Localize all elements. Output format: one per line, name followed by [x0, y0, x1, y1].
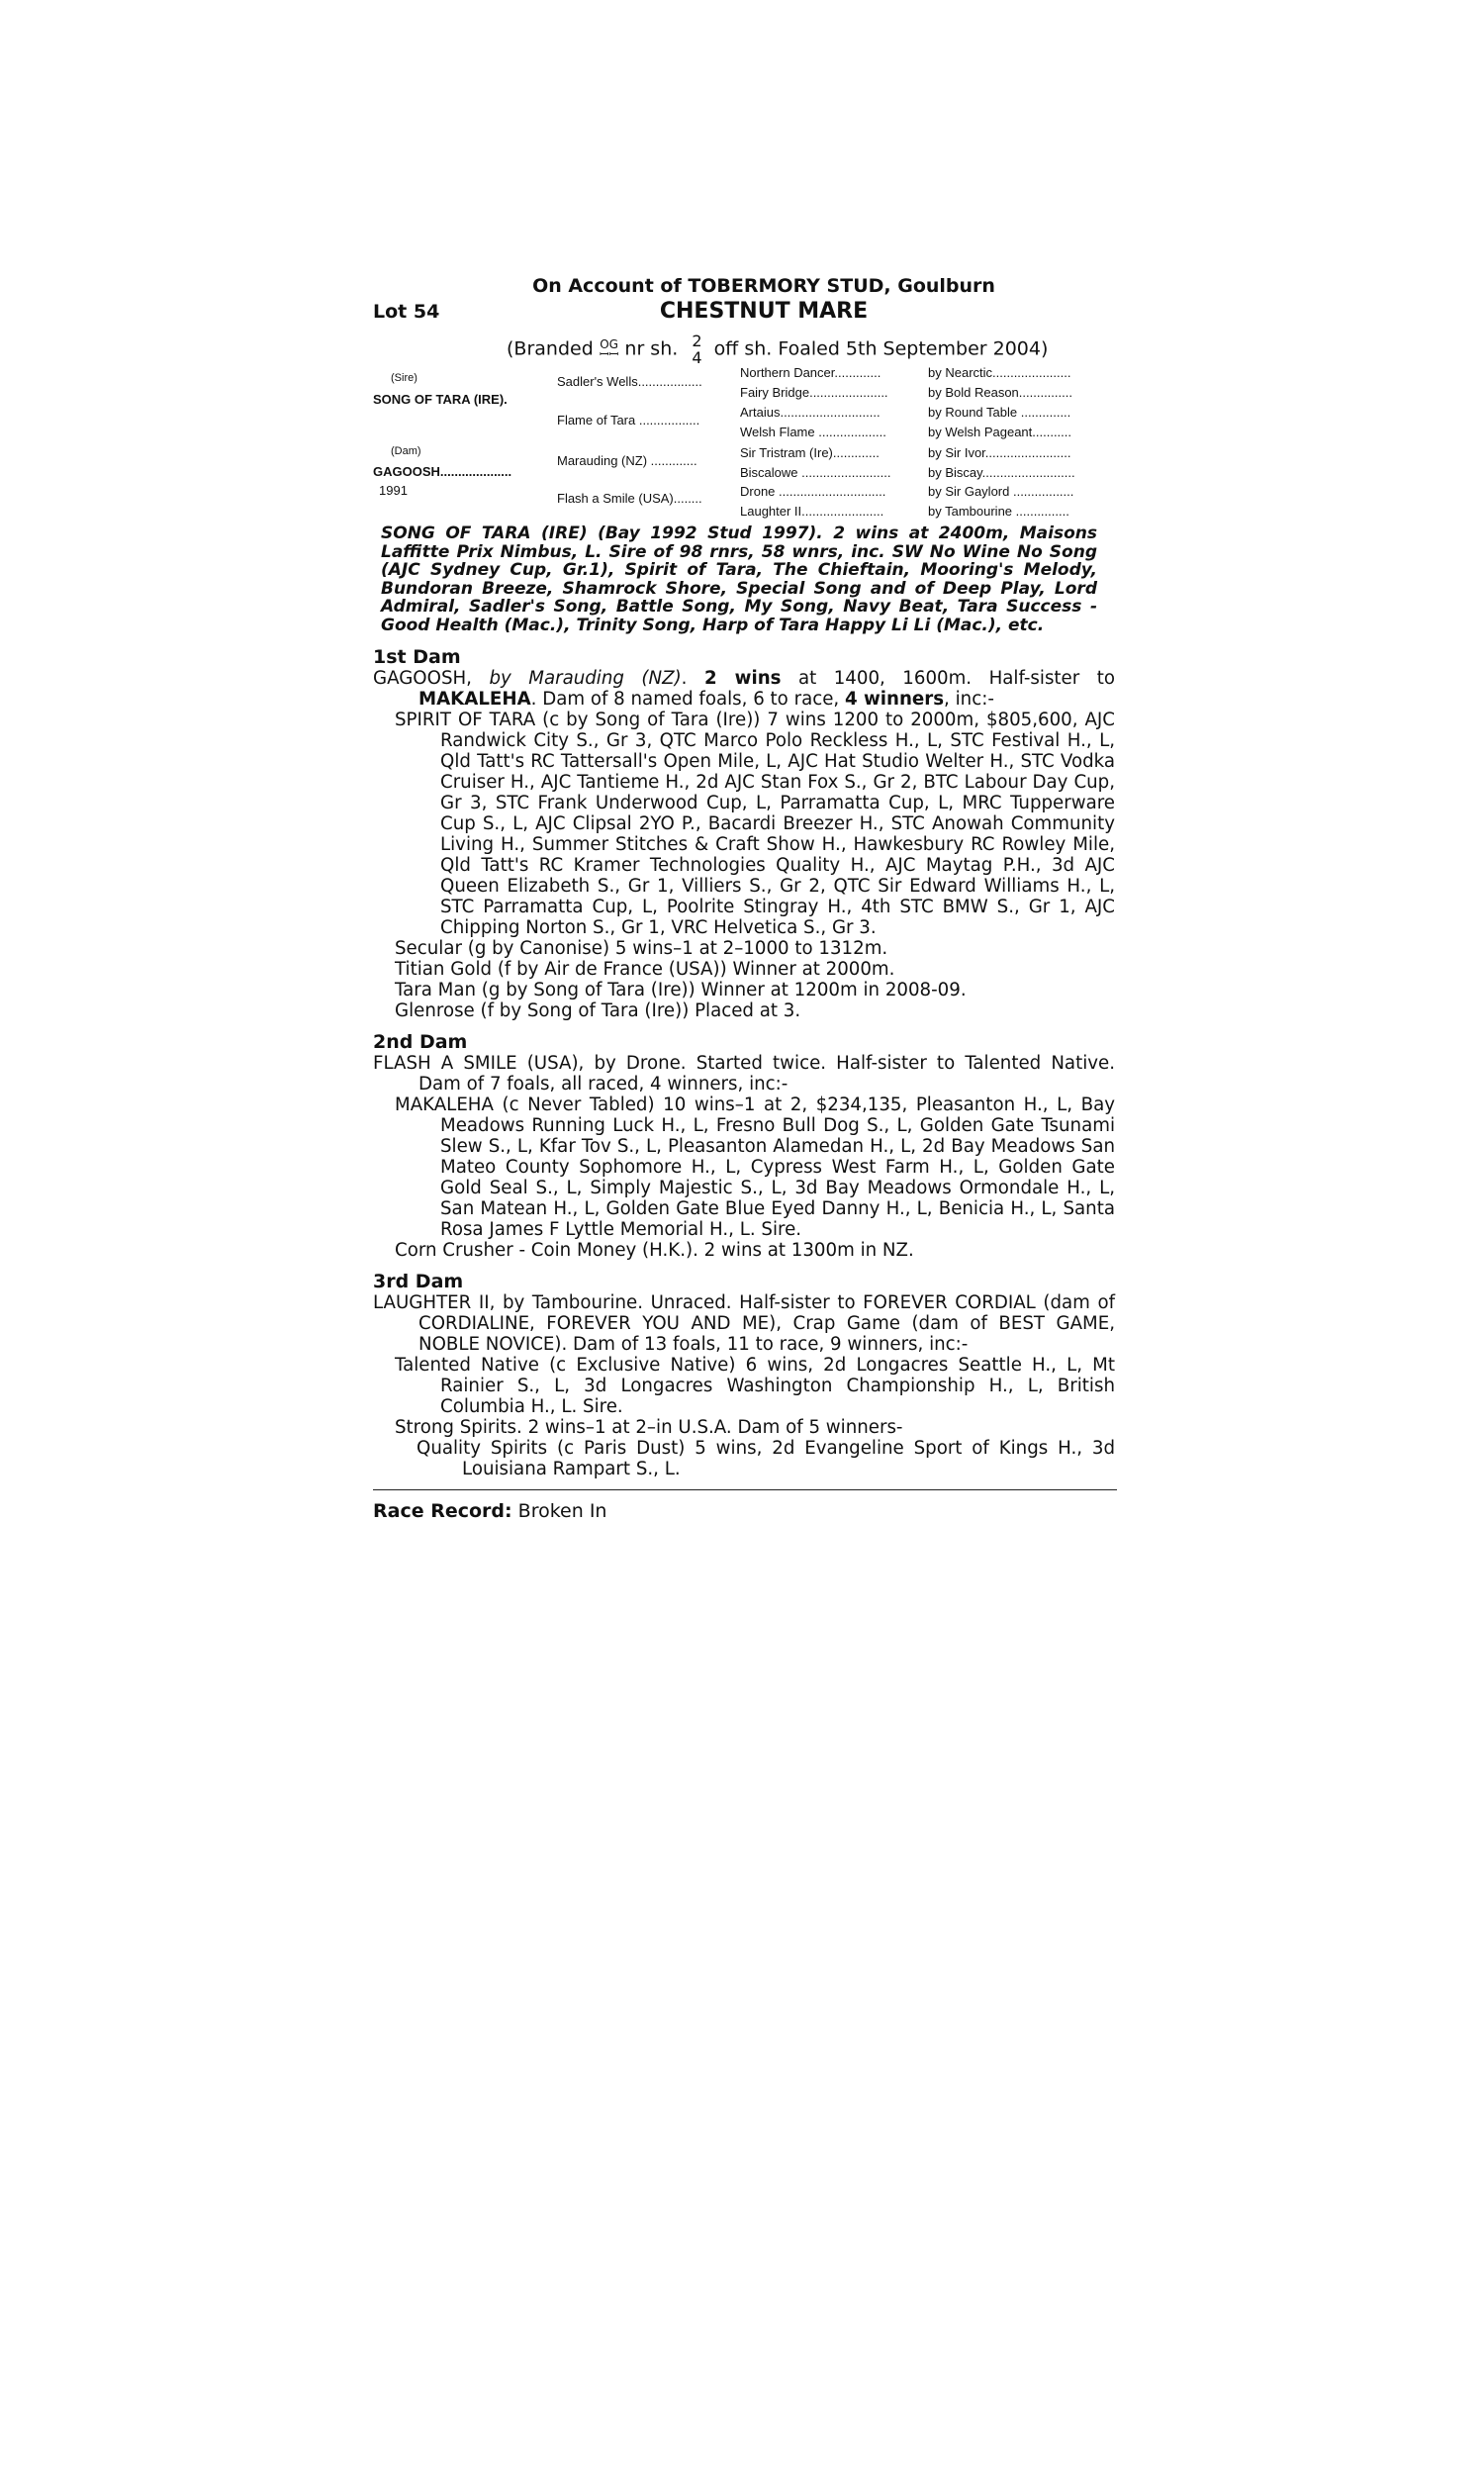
brand-line: [373, 327, 1115, 367]
third-dam-intro: LAUGHTER II, by Tambourine. Unraced. Half-sister to FOREVER CORDIAL (dam of CORDIALINE, FOREVER YOU AND ME), Crap Game (dam of BEST GAME, NOBLE NOVICE). Dam of 13 foals, 11 to race, 9 winners, inc:-: [373, 1292, 1115, 1355]
brand-fraction: 2 4: [692, 332, 702, 367]
progeny-tara-man: Tara Man (g by Song of Tara (Ire)) Winner at 1200m in 2008-09.: [395, 980, 967, 1000]
ggg-4: by Sir Ivor........................: [928, 445, 1071, 460]
gg-3: Welsh Flame ...................: [740, 425, 886, 439]
ggg-3: by Welsh Pageant...........: [928, 425, 1071, 439]
dam-name: GAGOOSH....................: [373, 464, 512, 479]
progeny-titian-gold: Titian Gold (f by Air de France (USA)) Winner at 2000m.: [395, 959, 895, 980]
progeny-strong-spirits: Strong Spirits. 2 wins–1 at 2–in U.S.A. Dam of 5 winners-: [395, 1417, 903, 1438]
account-line: On Account of TOBERMORY STUD, Goulburn: [532, 275, 995, 297]
catalogue-page: [373, 273, 1115, 1522]
gg-0: Northern Dancer.............: [740, 365, 881, 380]
progeny-makaleha: MAKALEHA (c Never Tabled) 10 wins–1 at 2, $234,135, Pleasanton H., L, Bay Meadows Running Luck H., L, Fresno Bull Dog S., L, Golden Gate Tsunami Slew S., L, Kfar Tov S., L, Pleasanton Alamedan H., L, 2d Bay Meadows San Mateo County Sophomore H., L, Cypress West Farm H., L, Golden Gate Gold Seal S., L, Simply Majestic S., L, 3d Bay Meadows Ormondale H., L, San Matean H., L, Golden Gate Blue Eyed Danny H., L, Benicia H., L, Santa Rosa James F Lyttle Memorial H., L. Sire.: [395, 1094, 1115, 1240]
granddam-1: Flame of Tara .................: [557, 413, 700, 428]
ggg-0: by Nearctic......................: [928, 365, 1071, 380]
lot-row: [373, 299, 1115, 327]
lot-number: Lot 54: [373, 301, 440, 323]
first-dam-intro: GAGOOSH, by Marauding (NZ). 2 wins at 1400, 1600m. Half-sister to MAKALEHA. Dam of 8 named foals, 6 to race, 4 winners, inc:-: [373, 668, 1115, 710]
first-dam-heading: 1st Dam: [373, 646, 461, 668]
sire-name: SONG OF TARA (IRE).: [373, 392, 508, 407]
ggg-5: by Biscay..........................: [928, 465, 1075, 480]
brand-suffix: nr sh.: [624, 337, 679, 360]
dam-year: 1991: [379, 483, 408, 498]
gg-2: Artaius............................: [740, 405, 881, 420]
ggg-2: by Round Table ..............: [928, 405, 1071, 420]
sire-tag: (Sire): [391, 372, 417, 384]
grandsire-1: Sadler's Wells..................: [557, 374, 702, 389]
foaled-text: off sh. Foaled 5th September 2004): [713, 337, 1049, 360]
ggg-6: by Sir Gaylord .................: [928, 484, 1074, 499]
horse-title: CHESTNUT MARE: [659, 299, 869, 324]
second-dam-intro: FLASH A SMILE (USA), by Drone. Started twice. Half-sister to Talented Native. Dam of 7 foals, all raced, 4 winners, inc:-: [373, 1053, 1115, 1094]
second-dam-heading: 2nd Dam: [373, 1031, 468, 1053]
divider: [373, 1489, 1117, 1490]
progeny-secular: Secular (g by Canonise) 5 wins–1 at 2–1000 to 1312m.: [395, 938, 888, 959]
gg-4: Sir Tristram (Ire).............: [740, 445, 880, 460]
progeny-quality-spirits: Quality Spirits (c Paris Dust) 5 wins, 2d Evangeline Sport of Kings H., 3d Louisiana Rampart S., L.: [417, 1438, 1115, 1479]
race-record-label: Race Record:: [373, 1500, 512, 1522]
race-record-value: Broken In: [517, 1500, 607, 1522]
progeny-talented-native: Talented Native (c Exclusive Native) 6 wins, 2d Longacres Seattle H., L, Mt Rainier S., L, 3d Longacres Washington Championship H., L, British Columbia H., L. Sire.: [395, 1355, 1115, 1417]
ggg-7: by Tambourine ...............: [928, 504, 1069, 519]
gg-1: Fairy Bridge......................: [740, 385, 888, 400]
ggg-1: by Bold Reason...............: [928, 385, 1072, 400]
gg-7: Laughter II.......................: [740, 504, 884, 519]
progeny-corn-crusher: Corn Crusher - Coin Money (H.K.). 2 wins at 1300m in NZ.: [395, 1240, 914, 1261]
grandsire-2: Marauding (NZ) .............: [557, 453, 697, 468]
branded-prefix: (Branded: [507, 337, 594, 360]
gg-6: Drone ..............................: [740, 484, 886, 499]
third-dam-heading: 3rd Dam: [373, 1271, 464, 1292]
progeny-spirit-of-tara: SPIRIT OF TARA (c by Song of Tara (Ire)) 7 wins 1200 to 2000m, $805,600, AJC Randwick City S., Gr 3, QTC Marco Polo Reckless H., L, STC Festival H., L, Qld Tatt's RC Tattersall's Open Mile, L, AJC Hat Studio Welter H., STC Vodka Cruiser H., AJC Tantieme H., 2d AJC Stan Fox S., Gr 2, BTC Labour Day Cup, Gr 3, STC Frank Underwood Cup, L, Parramatta Cup, L, MRC Tupperware Cup S., L, AJC Clipsal 2YO P., Bacardi Breezer H., STC Anowah Community Living H., Summer Stitches & Craft Show H., Hawkesbury RC Rowley Mile, Qld Tatt's RC Kramer Technologies Quality H., AJC Maytag P.H., 3d AJC Queen Elizabeth S., Gr 1, Villiers S., Gr 2, QTC Sir Edward Williams H., L, STC Parramatta Cup, L, Poolrite Stingray H., 4th STC BMW S., Gr 1, AJC Chipping Norton S., Gr 1, VRC Helvetica S., Gr 3.: [395, 710, 1115, 938]
gg-5: Biscalowe .........................: [740, 465, 891, 480]
progeny-glenrose: Glenrose (f by Song of Tara (Ire)) Placed at 3.: [395, 1000, 801, 1021]
sire-summary: SONG OF TARA (IRE) (Bay 1992 Stud 1997). 2 wins at 2400m, Maisons Laffitte Prix Nimbus, L. Sire of 98 rnrs, 58 wnrs, inc. SW No Wine No Song (AJC Sydney Cup, Gr.1), Spirit of Tara, The Chieftain, Mooring's Melody, Bundoran Breeze, Shamrock Shore, Special Song and of Deep Play, Lord Admiral, Sadler's Song, Battle Song, My Song, Navy Beat, Tara Success - Good Health (Mac.), Trinity Song, Harp of Tara Happy Li Li (Mac.), etc.: [381, 523, 1097, 635]
granddam-2: Flash a Smile (USA)........: [557, 491, 702, 506]
brand-mark: OG ꟷꟷ: [599, 337, 619, 361]
dam-tag: (Dam): [391, 445, 421, 457]
pedigree-table: [373, 362, 1115, 517]
race-record: [373, 1500, 1115, 1522]
